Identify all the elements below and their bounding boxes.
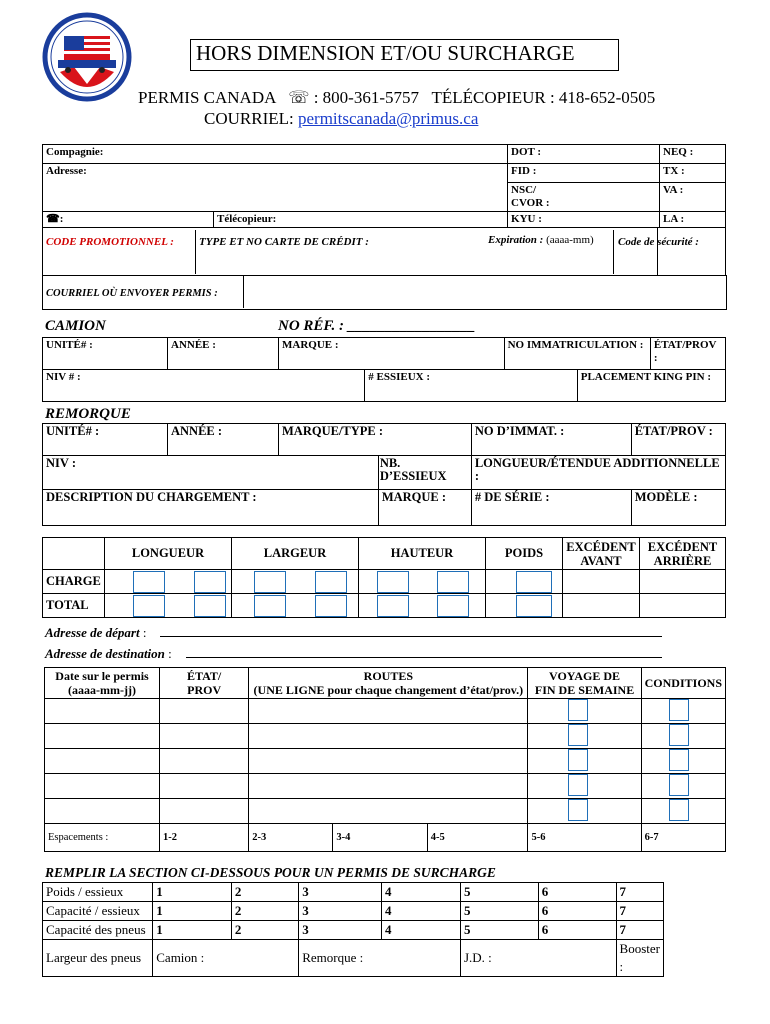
surcharge-table: Poids / essieux 1 2 3 4 5 6 7 Capacité / essieux 1 2 3 4 5 6 7 Capacité des pneus 1 2 3 4 5 6 7 Largeur des pneus Camion : Remorque : J.D. : Booster : bbox=[42, 882, 664, 977]
field-telecopieur[interactable]: Télécopieur: bbox=[214, 212, 508, 228]
dims-poids: POIDS bbox=[486, 538, 563, 570]
trailer-modele[interactable]: MODÈLE : bbox=[631, 490, 725, 526]
field-phone[interactable]: ☎: bbox=[43, 212, 214, 228]
largeur-camion[interactable]: Camion : bbox=[153, 940, 299, 977]
sp-6-7[interactable]: 6-7 bbox=[641, 824, 725, 852]
sp-3-4[interactable]: 3-4 bbox=[333, 824, 427, 852]
trailer-marque2[interactable]: MARQUE : bbox=[378, 490, 471, 526]
truck-kingpin[interactable]: PLACEMENT KING PIN : bbox=[577, 370, 725, 402]
email-line bbox=[204, 109, 478, 129]
cond-check-1[interactable] bbox=[669, 699, 689, 721]
truck-immat[interactable]: NO IMMATRICULATION : bbox=[504, 338, 650, 370]
routes-etat-header: ÉTAT/ PROV bbox=[160, 668, 249, 699]
charge-longueur-b[interactable] bbox=[194, 571, 226, 593]
charge-poids[interactable] bbox=[516, 571, 552, 593]
routes-routes-header: ROUTES (UNE LIGNE pour chaque changement d’état/prov.) bbox=[249, 668, 528, 699]
field-compagnie[interactable]: Compagnie: bbox=[43, 145, 508, 164]
sp-1-2[interactable]: 1-2 bbox=[160, 824, 249, 852]
routes-table bbox=[44, 667, 726, 852]
field-nsc[interactable]: NSC/ CVOR : bbox=[508, 183, 660, 212]
surcharge-row-poids: Poids / essieux bbox=[43, 883, 153, 902]
sp-2-3[interactable]: 2-3 bbox=[249, 824, 333, 852]
weekend-check-4[interactable] bbox=[568, 774, 588, 796]
surcharge-heading: REMPLIR LA SECTION CI-DESSOUS POUR UN PERMIS DE SURCHARGE bbox=[45, 865, 496, 880]
dims-avant: EXCÉDENT AVANT bbox=[563, 538, 640, 570]
field-fid[interactable]: FID : bbox=[508, 164, 660, 183]
page-title: HORS DIMENSION ET/OU SURCHARGE bbox=[196, 41, 575, 65]
total-hauteur-a[interactable] bbox=[377, 595, 409, 617]
trailer-marque[interactable]: MARQUE/TYPE : bbox=[279, 424, 472, 456]
total-largeur-a[interactable] bbox=[254, 595, 286, 617]
truck-table bbox=[42, 337, 726, 402]
charge-hauteur-b[interactable] bbox=[437, 571, 469, 593]
charge-longueur-a[interactable] bbox=[133, 571, 165, 593]
charge-largeur-b[interactable] bbox=[315, 571, 347, 593]
largeur-jd[interactable]: J.D. : bbox=[460, 940, 616, 977]
trailer-table bbox=[42, 423, 726, 526]
weekend-check-2[interactable] bbox=[568, 724, 588, 746]
total-hauteur-b[interactable] bbox=[437, 595, 469, 617]
routes-date-header: Date sur le permis (aaaa-mm-jj) bbox=[45, 668, 160, 699]
depart-line[interactable] bbox=[160, 624, 662, 637]
truck-marque[interactable]: MARQUE : bbox=[279, 338, 505, 370]
field-vline-exp bbox=[613, 230, 614, 274]
weekend-check-3[interactable] bbox=[568, 749, 588, 771]
dims-arriere: EXCÉDENT ARRIÈRE bbox=[640, 538, 726, 570]
trailer-niv[interactable]: NIV : bbox=[43, 456, 379, 490]
field-dot[interactable]: DOT : bbox=[508, 145, 660, 164]
total-largeur-b[interactable] bbox=[315, 595, 347, 617]
email-permits-label: COURRIEL OÙ ENVOYER PERMIS : bbox=[46, 288, 218, 299]
company-table bbox=[42, 144, 726, 276]
field-vline-promo bbox=[195, 230, 196, 274]
total-poids[interactable] bbox=[516, 595, 552, 617]
trailer-etat[interactable]: ÉTAT/PROV : bbox=[631, 424, 725, 456]
routes-weekend-header: VOYAGE DE FIN DE SEMAINE bbox=[528, 668, 641, 699]
trailer-serie[interactable]: # DE SÉRIE : bbox=[471, 490, 631, 526]
truck-ref: NO RÉF. : _________________ bbox=[278, 318, 476, 334]
trailer-immat[interactable]: NO D’IMMAT. : bbox=[471, 424, 631, 456]
cond-check-2[interactable] bbox=[669, 724, 689, 746]
total-longueur-b[interactable] bbox=[194, 595, 226, 617]
truck-essieux[interactable]: # ESSIEUX : bbox=[365, 370, 577, 402]
espacements-label: Espacements : bbox=[45, 824, 160, 852]
destination-label: Adresse de destination : bbox=[45, 646, 172, 661]
surcharge-row-pneus: Capacité des pneus bbox=[43, 921, 153, 940]
sp-4-5[interactable]: 4-5 bbox=[427, 824, 528, 852]
surcharge-row-capacite: Capacité / essieux bbox=[43, 902, 153, 921]
surcharge-row-largeur: Largeur des pneus bbox=[43, 940, 153, 977]
truck-unite[interactable]: UNITÉ# : bbox=[43, 338, 168, 370]
cond-check-4[interactable] bbox=[669, 774, 689, 796]
trailer-annee[interactable]: ANNÉE : bbox=[168, 424, 279, 456]
email-link[interactable]: permitscanada@primus.ca bbox=[297, 109, 479, 128]
trailer-longueur[interactable]: LONGUEUR/ÉTENDUE ADDITIONNELLE : bbox=[471, 456, 725, 490]
sp-5-6[interactable]: 5-6 bbox=[528, 824, 641, 852]
cond-check-5[interactable] bbox=[669, 799, 689, 821]
trailer-description[interactable]: DESCRIPTION DU CHARGEMENT : bbox=[43, 490, 379, 526]
routes-conditions-header: CONDITIONS bbox=[641, 668, 725, 699]
email-label: COURRIEL: bbox=[204, 109, 294, 128]
field-tx[interactable]: TX : bbox=[660, 164, 726, 183]
truck-annee[interactable]: ANNÉE : bbox=[168, 338, 279, 370]
field-promo[interactable]: CODE PROMOTIONNEL : TYPE ET NO CARTE DE CRÉDIT : Expiration : (aaaa-mm) Code de sécurité : bbox=[43, 228, 726, 276]
trailer-unite[interactable]: UNITÉ# : bbox=[43, 424, 168, 456]
largeur-remorque[interactable]: Remorque : bbox=[299, 940, 461, 977]
trailer-heading: REMORQUE bbox=[45, 406, 131, 422]
weekend-check-1[interactable] bbox=[568, 699, 588, 721]
dims-total: TOTAL bbox=[43, 594, 105, 618]
dims-longueur: LONGUEUR bbox=[105, 538, 232, 570]
field-neq[interactable]: NEQ : bbox=[660, 145, 726, 164]
truck-niv[interactable]: NIV # : bbox=[43, 370, 365, 402]
field-kyu[interactable]: KYU : bbox=[508, 212, 660, 228]
cond-check-3[interactable] bbox=[669, 749, 689, 771]
charge-hauteur-a[interactable] bbox=[377, 571, 409, 593]
dims-largeur: LARGEUR bbox=[232, 538, 359, 570]
total-longueur-a[interactable] bbox=[133, 595, 165, 617]
depart-label: Adresse de départ : bbox=[45, 625, 147, 640]
field-la[interactable]: LA : bbox=[660, 212, 726, 228]
trailer-essieux[interactable]: NB. D’ESSIEUX bbox=[378, 456, 471, 490]
field-adresse[interactable]: Adresse: bbox=[43, 164, 508, 212]
dims-charge: CHARGE bbox=[43, 570, 105, 594]
weekend-check-5[interactable] bbox=[568, 799, 588, 821]
dims-hauteur: HAUTEUR bbox=[359, 538, 486, 570]
largeur-booster[interactable]: Booster : bbox=[616, 940, 663, 977]
charge-largeur-a[interactable] bbox=[254, 571, 286, 593]
truck-etat[interactable]: ÉTAT/PROV : bbox=[650, 338, 725, 370]
truck-heading: CAMION bbox=[45, 318, 106, 334]
logo bbox=[42, 12, 132, 102]
destination-line[interactable] bbox=[186, 645, 662, 658]
contact-line: PERMIS CANADA ☏ : 800-361-5757 TÉLÉCOPIEUR : 418-652-0505 bbox=[138, 88, 656, 107]
field-va[interactable]: VA : bbox=[660, 183, 726, 212]
